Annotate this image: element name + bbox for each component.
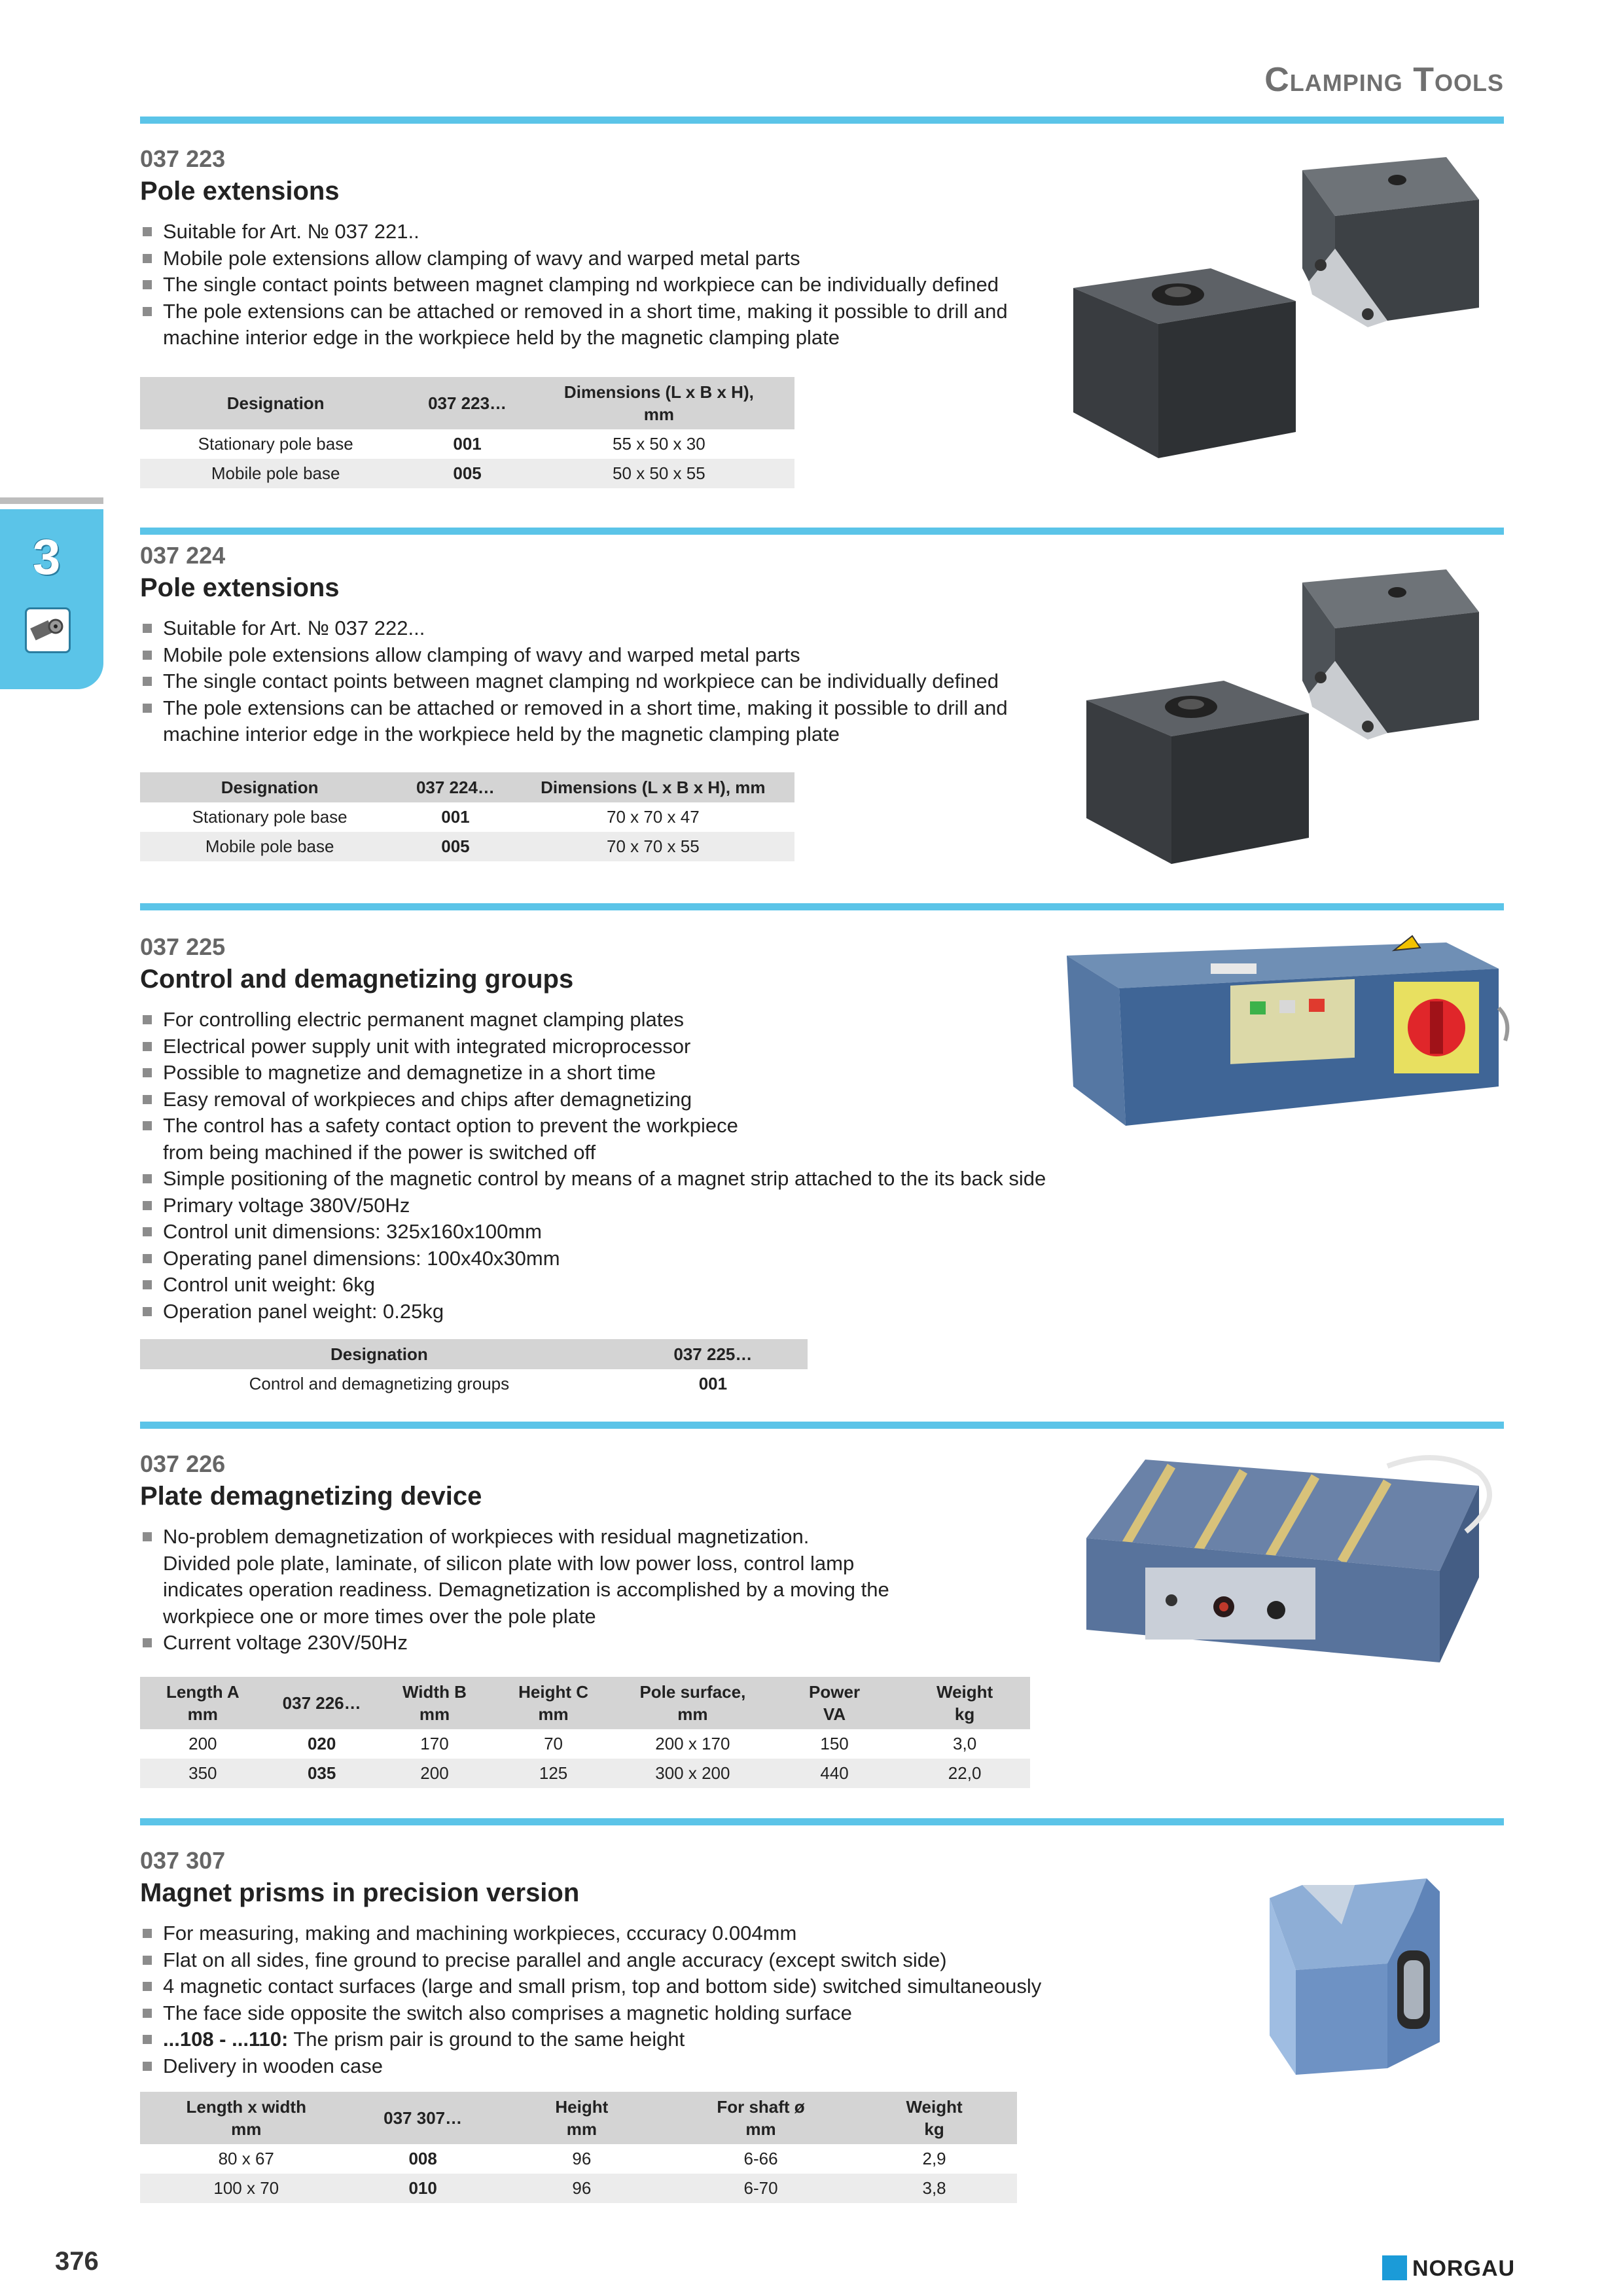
feature-item: Control unit dimensions: 325x160x100mm [140,1219,1046,1246]
table-cell: 001 [698,1374,728,1393]
table-header: 037 226… [266,1677,378,1729]
table-cell: 001 [441,807,470,827]
feature-list [140,1007,1046,1325]
table-header: For shaft ø mm [670,2092,851,2144]
table-cell: 70 x 70 x 55 [512,832,794,861]
table-header: Dimensions (L x B x H), mm [512,772,794,802]
feature-item: Operation panel weight: 0.25kg [140,1299,1046,1325]
table-cell: Mobile pole base [140,459,411,488]
table-cell: Stationary pole base [198,434,353,454]
table-header: Length A mm [140,1677,266,1729]
table-cell: 005 [399,832,511,861]
table-row [140,802,794,832]
table-cell: 200 [378,1759,491,1788]
table-cell: 200 [188,1734,217,1753]
clamp-tool-icon [25,607,71,653]
table-row [140,1369,808,1399]
section-rule [140,528,1504,535]
section-rule [140,903,1504,910]
spec-table [140,1339,808,1399]
feature-item: The pole extensions can be attached or removed in a short time, making it possible to drill and [140,298,1008,325]
feature-item: Primary voltage 380V/50Hz [140,1193,1046,1219]
feature-item: Possible to magnetize and demagnetize in a short time [140,1060,1046,1086]
table-header: Weight kg [899,1677,1030,1729]
table-header: Height C mm [491,1677,616,1729]
table-cell: 70 x 70 x 47 [607,807,700,827]
chapter-tab-divider [0,497,103,504]
article-code: 037 224 [140,542,226,569]
table-cell: 125 [491,1759,616,1788]
table-cell: Stationary pole base [192,807,348,827]
article-code: 037 226 [140,1450,226,1477]
feature-item-continued: machine interior edge in the workpiece held by the magnetic clamping plate [163,326,840,349]
table-cell: Control and demagnetizing groups [249,1374,510,1393]
feature-item: No-problem demagnetization of workpieces with residual magnetization. [140,1524,889,1551]
table-header: Height mm [493,2092,670,2144]
feature-item: Delivery in wooden case [140,2053,1041,2080]
feature-item: Simple positioning of the magnetic control by means of a magnet strip attached to the its back side [140,1166,1046,1193]
article-code: 037 307 [140,1847,226,1874]
feature-item-continued: Divided pole plate, laminate, of silicon plate with low power loss, control lamp [163,1551,855,1575]
feature-item: Control unit weight: 6kg [140,1272,1046,1299]
table-row [140,2144,1017,2174]
feature-list [140,219,1008,351]
table-cell: 001 [453,434,482,454]
table-header: Length x width mm [140,2092,353,2144]
section-rule [140,117,1504,124]
feature-item: Operating panel dimensions: 100x40x30mm [140,1246,1046,1272]
table-header: 037 307… [353,2092,493,2144]
feature-item-continued: machine interior edge in the workpiece held by the magnetic clamping plate [163,723,840,745]
pole-extension-image [1060,137,1505,465]
table-header: 037 223… [411,377,523,429]
feature-list [140,1920,1041,2079]
feature-item: Suitable for Art. № 037 221.. [140,219,1008,245]
feature-item: ...108 - ...110: The prism pair is ground to the same height [140,2026,1041,2053]
table-row [140,832,794,861]
table-cell: 350 [140,1759,266,1788]
table-cell: 170 [420,1734,449,1753]
table-header: Power VA [770,1677,899,1729]
table-cell: 010 [353,2174,493,2203]
table-cell: 440 [770,1759,899,1788]
section-title: Pole extensions [140,177,340,206]
table-cell: 6-70 [670,2174,851,2203]
feature-item: Current voltage 230V/50Hz [140,1630,889,1657]
table-row [140,429,794,459]
feature-item: 4 magnetic contact surfaces (large and small prism, top and bottom side) switched simultaneously [140,1973,1041,2000]
section-title: Pole extensions [140,573,340,602]
feature-item: The face side opposite the switch also comprises a magnetic holding surface [140,2000,1041,2027]
article-code: 037 225 [140,933,226,960]
feature-item-continued: indicates operation readiness. Demagnetization is accomplished by a moving the [163,1578,889,1601]
feature-item: Mobile pole extensions allow clamping of wavy and warped metal parts [140,642,1008,669]
table-cell: 6-66 [743,2149,778,2168]
table-row [140,1759,1030,1788]
table-header: 037 224… [399,772,511,802]
table-cell: 80 x 67 [218,2149,274,2168]
table-cell: 50 x 50 x 55 [524,459,794,488]
brand-name: NORGAU [1412,2256,1516,2281]
brand-logo-icon [1382,2255,1407,2280]
feature-item: Suitable for Art. № 037 222... [140,615,1008,642]
feature-list [140,615,1008,748]
page-header-title: Clamping Tools [1264,61,1504,99]
table-cell: 96 [572,2149,592,2168]
feature-item: The single contact points between magnet clamping nd workpiece can be individually defined [140,272,1008,298]
table-header: Designation [140,772,399,802]
feature-item: Mobile pole extensions allow clamping of wavy and warped metal parts [140,245,1008,272]
table-header: Designation [140,377,411,429]
demagnetizing-device-image [1073,1446,1499,1676]
section-rule [140,1422,1504,1429]
table-cell: 70 [544,1734,563,1753]
feature-item: Easy removal of workpieces and chips after demagnetizing [140,1086,1046,1113]
feature-item: Flat on all sides, fine ground to precise parallel and angle accuracy (except switch side) [140,1947,1041,1974]
table-cell: 3,0 [953,1734,977,1753]
table-header: Width B mm [378,1677,491,1729]
table-cell: 200 x 170 [655,1734,730,1753]
table-cell: 55 x 50 x 30 [613,434,705,454]
table-header: Weight kg [851,2092,1017,2144]
table-cell: 020 [307,1734,336,1753]
section-title: Magnet prisms in precision version [140,1878,580,1907]
spec-table [140,1677,1030,1788]
table-cell: 005 [411,459,523,488]
spec-table [140,772,794,861]
page-number: 376 [55,2247,99,2276]
section-rule [140,1818,1504,1825]
table-cell: 2,9 [922,2149,946,2168]
table-header: Dimensions (L x B x H), mm [524,377,794,429]
table-cell: Mobile pole base [140,832,399,861]
spec-table [140,2092,1017,2203]
feature-item: For controlling electric permanent magnet clamping plates [140,1007,1046,1033]
table-cell: 300 x 200 [616,1759,770,1788]
table-header: Pole surface, mm [616,1677,770,1729]
article-code: 037 223 [140,145,226,172]
feature-item: Electrical power supply unit with integrated microprocessor [140,1033,1046,1060]
table-header: 037 225… [618,1339,808,1369]
table-row [140,2174,1017,2203]
table-cell: 96 [493,2174,670,2203]
spec-table [140,377,794,488]
table-cell: 22,0 [899,1759,1030,1788]
control-unit-image [1054,929,1512,1152]
feature-item: For measuring, making and machining workpieces, cccuracy 0.004mm [140,1920,1041,1947]
section-title: Control and demagnetizing groups [140,965,574,994]
table-header: Designation [140,1339,618,1369]
table-cell: 100 x 70 [140,2174,353,2203]
table-row [140,459,794,488]
table-row [140,1729,1030,1759]
magnet-prism-image [1257,1872,1479,2081]
feature-item-continued: workpiece one or more times over the pole plate [163,1604,596,1628]
section-title: Plate demagnetizing device [140,1482,482,1511]
chapter-number: 3 [33,529,61,585]
feature-item: The single contact points between magnet clamping nd workpiece can be individually defined [140,668,1008,695]
feature-item-continued: from being machined if the power is switched off [163,1140,596,1164]
table-cell: 008 [408,2149,437,2168]
feature-item: The pole extensions can be attached or removed in a short time, making it possible to drill and [140,695,1008,722]
table-cell: 3,8 [851,2174,1017,2203]
pole-extension-image [1060,556,1505,884]
feature-item: The control has a safety contact option to prevent the workpiece [140,1113,1046,1139]
table-cell: 150 [820,1734,849,1753]
feature-list [140,1524,889,1657]
table-cell: 035 [266,1759,378,1788]
